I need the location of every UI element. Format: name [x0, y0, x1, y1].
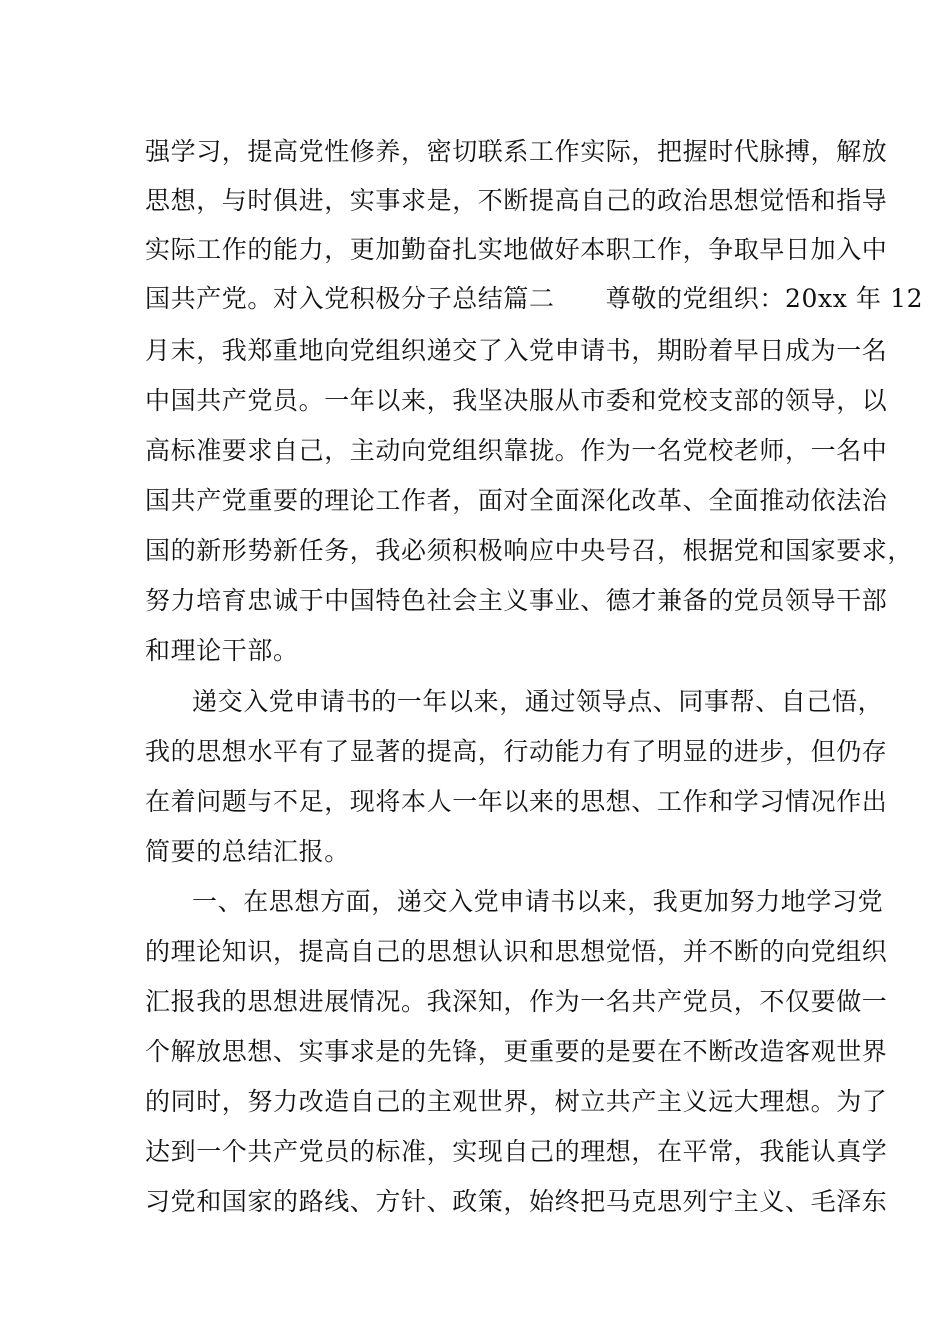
paragraph-first-line: 一、在思想方面，递交入党申请书以来，我更加努力地学习党: [192, 887, 884, 916]
text-line: 国共产党重要的理论工作者，面对全面深化改革、全面推动依法治: [145, 486, 888, 515]
text-line: 的同时，努力改造自己的主观世界，树立共产主义远大理想。为了: [145, 1087, 888, 1116]
text-line: 思想，与时俱进，实事求是，不断提高自己的政治思想觉悟和指导: [145, 186, 888, 215]
text-line: 简要的总结汇报。: [145, 837, 350, 866]
text-line: 月末，我郑重地向党组织递交了入党申请书，期盼着早日成为一名: [145, 336, 888, 365]
paragraph-first-line: 递交入党申请书的一年以来，通过领导点、同事帮、自己悟，: [192, 687, 884, 716]
text-line: 我的思想水平有了显著的提高，行动能力有了明显的进步，但仍存: [145, 737, 888, 766]
text-line: 和理论干部。: [145, 636, 299, 665]
text-line: 习党和国家的路线、方针、政策，始终把马克思列宁主义、毛泽东: [145, 1187, 888, 1216]
text-line: 达到一个共产党员的标准，实现自己的理想，在平常，我能认真学: [145, 1137, 888, 1166]
text-line: 中国共产党员。一年以来，我坚决服从市委和党校支部的领导，以: [145, 386, 888, 415]
text-line: 在着问题与不足，现将本人一年以来的思想、工作和学习情况作出: [145, 787, 888, 816]
text-line: 汇报我的思想进展情况。我深知，作为一名共产党员，不仅要做一: [145, 987, 888, 1016]
text-line: 国的新形势新任务，我必须积极响应中央号召，根据党和国家要求，: [145, 536, 914, 565]
text-line: 国共产党。对入党积极分子总结篇二 尊敬的党组织：20xx 年 12: [145, 284, 924, 313]
text-line: 的理论知识，提高自己的思想认识和思想觉悟，并不断的向党组织: [145, 937, 888, 966]
text-line: 个解放思想、实事求是的先锋，更重要的是要在不断改造客观世界: [145, 1037, 888, 1066]
text-line: 努力培育忠诚于中国特色社会主义事业、德才兼备的党员领导干部: [145, 586, 888, 615]
text-line: 实际工作的能力，更加勤奋扎实地做好本职工作，争取早日加入中: [145, 235, 888, 264]
text-line: 高标准要求自己，主动向党组织靠拢。作为一名党校老师，一名中: [145, 436, 888, 465]
text-line: 强学习，提高党性修养，密切联系工作实际，把握时代脉搏，解放: [145, 137, 888, 166]
